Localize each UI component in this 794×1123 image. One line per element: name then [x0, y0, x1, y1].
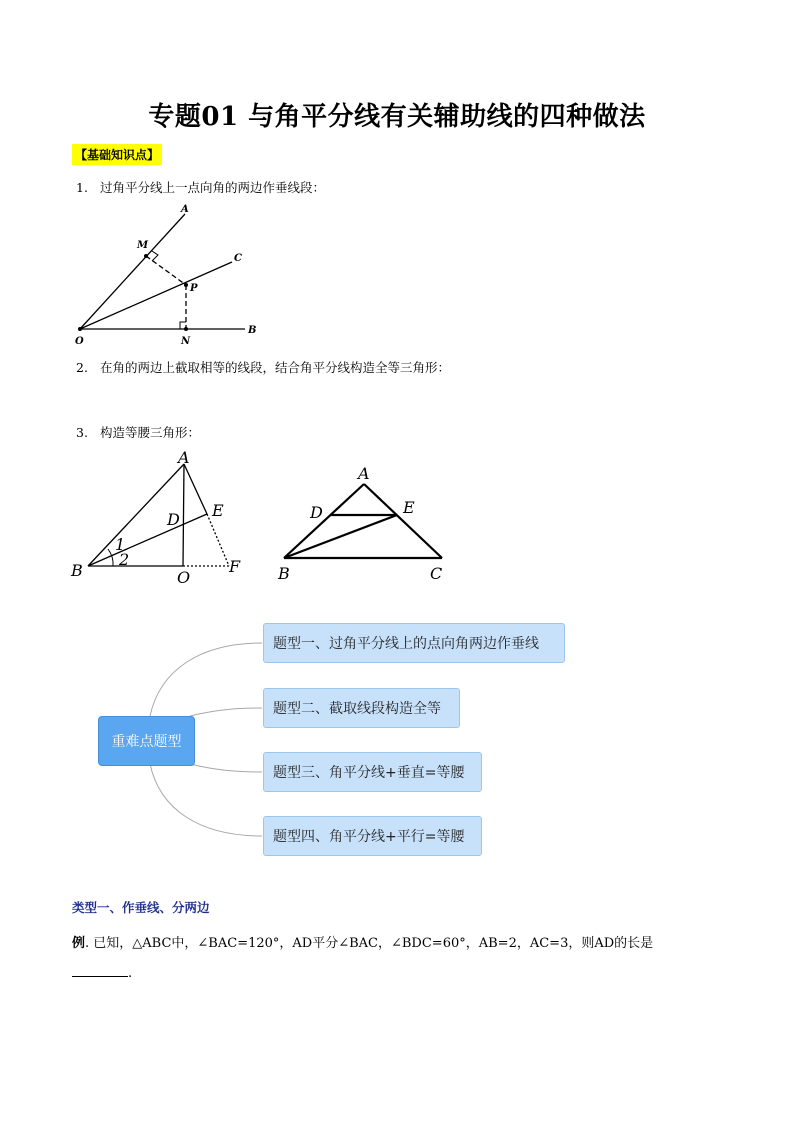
- item-text: 在角的两边上截取相等的线段，结合角平分线构造全等三角形：: [100, 360, 451, 375]
- section-tag: 【基础知识点】: [72, 144, 162, 165]
- ray-oc: [80, 262, 232, 329]
- label-o: O: [177, 568, 191, 587]
- label-f: F: [229, 557, 241, 576]
- item-text: 构造等腰三角形：: [100, 425, 201, 440]
- mindmap-node-4: 题型四、角平分线+平行=等腰: [263, 816, 482, 856]
- altitude-ao: [183, 464, 184, 566]
- answer-blank: [72, 962, 128, 977]
- item-text: 过角平分线上一点向角的两边作垂线段：: [100, 180, 326, 195]
- label-b: B: [71, 561, 83, 580]
- dotted-ef: [207, 514, 229, 566]
- figure-isosceles-parallel: [270, 455, 460, 590]
- side-ba: [284, 484, 364, 558]
- example-problem: [72, 929, 732, 989]
- example-prefix: 例: [72, 936, 86, 951]
- segment-be: [284, 515, 397, 558]
- mindmap-node-3: 题型三、角平分线+垂直=等腰: [263, 752, 482, 792]
- label-p: P: [190, 283, 198, 294]
- side-ac: [364, 484, 442, 558]
- item-number: 3.: [76, 425, 88, 440]
- label-b: B: [278, 564, 290, 583]
- label-a: A: [178, 448, 190, 467]
- ray-oa: [80, 214, 185, 329]
- item-number: 1.: [76, 180, 88, 195]
- mindmap-node-2: 题型二、截取线段构造全等: [263, 688, 460, 728]
- mindmap-node-1: 题型一、过角平分线上的点向角两边作垂线: [263, 623, 565, 663]
- label-n: N: [181, 336, 191, 347]
- label-b: B: [248, 325, 257, 336]
- label-a: A: [358, 464, 370, 483]
- label-m: M: [137, 240, 149, 251]
- list-item-1: [76, 178, 325, 196]
- figure-angle-bisector-perpendicular: [70, 198, 270, 348]
- label-c: C: [430, 564, 443, 583]
- label-angle-1: 1: [115, 535, 126, 554]
- page-title: 专题01 与角平分线有关辅助线的四种做法: [148, 102, 646, 132]
- side-ae: [184, 464, 207, 514]
- section-heading: 类型一、作垂线、分两边: [72, 900, 210, 915]
- label-angle-2: 2: [119, 550, 130, 569]
- example-text: . 已知，△ABC中，∠BAC=120°，AD平分∠BAC，∠BDC=60°，AB=2，AC=3，则AD的长是: [85, 936, 654, 951]
- label-a: A: [181, 204, 189, 215]
- example-end: .: [128, 966, 133, 981]
- figure-isosceles-perpendicular: [66, 448, 256, 588]
- item-number: 2.: [76, 360, 88, 375]
- label-e: E: [212, 501, 224, 520]
- list-item-3: [76, 423, 200, 441]
- label-o: O: [75, 336, 84, 347]
- mindmap-root: 重难点题型: [98, 716, 195, 766]
- label-c: C: [234, 253, 242, 264]
- label-e: E: [403, 498, 415, 517]
- label-d: D: [167, 510, 180, 529]
- list-item-2: [76, 358, 450, 376]
- line-be: [88, 514, 207, 566]
- right-angle-m: [152, 251, 158, 261]
- label-d: D: [310, 503, 323, 522]
